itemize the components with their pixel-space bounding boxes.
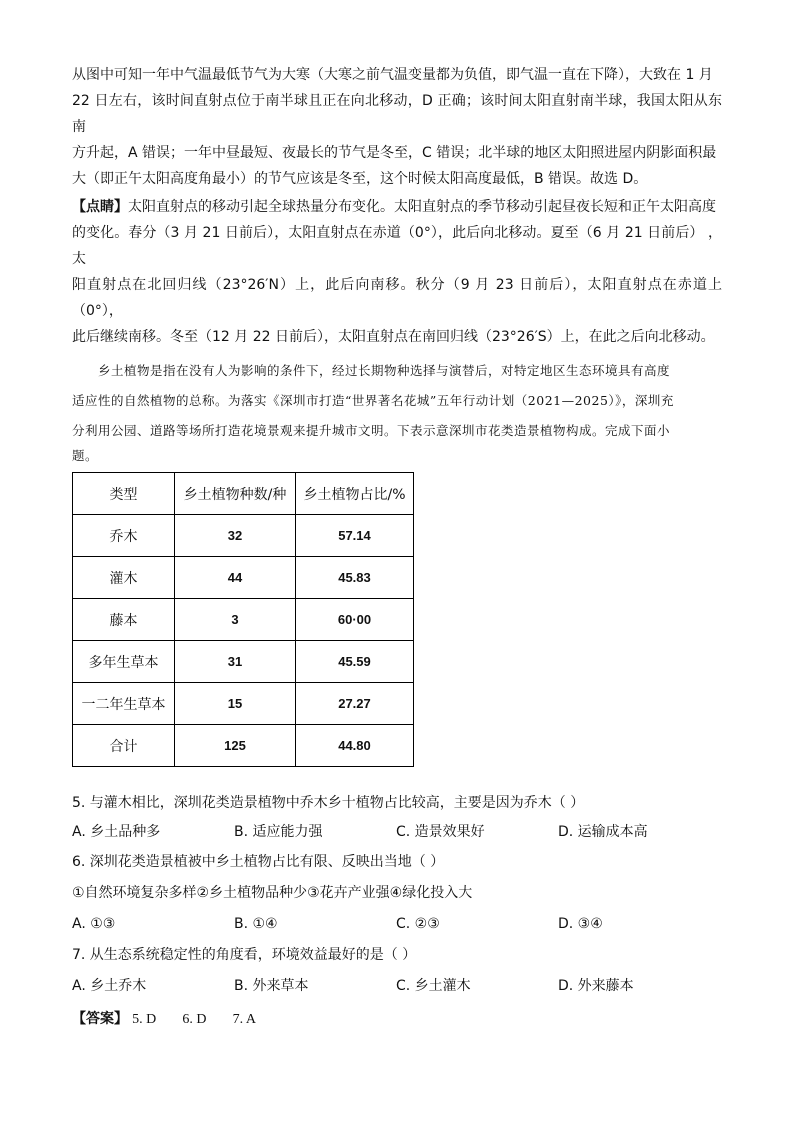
explanation-line: 大（即正午太阳高度角最小）的节气应该是冬至，这个时候太阳高度最低，B 错误。故选 D。: [72, 171, 648, 187]
dianjing-line: 阳直射点在北回归线（23°26′N）上，此后向南移。秋分（9 月 23 日前后），太阳直射点在赤道上（0°），: [72, 277, 722, 319]
option-c: C. 造景效果好: [396, 824, 485, 840]
table-cell-type: 多年生草本: [73, 641, 175, 683]
option-b: B. ①④: [234, 916, 278, 932]
answer-item: 7. A: [232, 1012, 257, 1027]
option-a: A. ①③: [72, 916, 116, 932]
dianjing-block: [72, 194, 722, 350]
option-b: B. 外来草本: [234, 978, 309, 994]
question-7: [72, 945, 722, 996]
explanation-block: [72, 62, 722, 192]
intro-line: 分利用公园、道路等场所打造花境景观来提升城市文明。下表示意深圳市花类造景植物构成。完成下面小: [72, 423, 671, 438]
table-cell-type: 乔木: [73, 515, 175, 557]
answer-line: [72, 1008, 722, 1028]
table-cell-count: 15: [175, 683, 296, 725]
option-d: D. 运输成本高: [558, 824, 648, 840]
table-row: [73, 599, 414, 641]
table-cell-count: 3: [175, 599, 296, 641]
table-cell-ratio: 44.80: [296, 725, 414, 767]
table-cell-type: 灌木: [73, 557, 175, 599]
table-row: [73, 725, 414, 767]
table-header-row: [73, 473, 414, 515]
table-cell-ratio: 60·00: [296, 599, 414, 641]
table-cell-ratio: 45.59: [296, 641, 414, 683]
table-cell-count: 44: [175, 557, 296, 599]
table-cell-count: 31: [175, 641, 296, 683]
table-cell-type: 一二年生草本: [73, 683, 175, 725]
table-cell-ratio: 57.14: [296, 515, 414, 557]
dianjing-tag: 【点睛】: [72, 199, 128, 215]
dianjing-line: 此后继续南移。冬至（12 月 22 日前后），太阳直射点在南回归线（23°26′S）上，在此之后向北移动。: [72, 329, 715, 345]
table-row: [73, 515, 414, 557]
dianjing-text: 太阳直射点的移动引起全球热量分布变化。太阳直射点的季节移动引起昼夜长短和正午太阳高度: [128, 199, 716, 215]
intro-block: [72, 356, 722, 466]
table-row: [73, 641, 414, 683]
option-row: [72, 976, 722, 996]
option-d: D. 外来藤本: [558, 978, 634, 994]
table-cell-count: 32: [175, 515, 296, 557]
answer-item: 5. D: [132, 1012, 157, 1027]
table-header: 乡土植物种数/种: [175, 473, 296, 515]
explanation-line: 方升起，A 错误；一年中昼最短、夜最长的节气是冬至，C 错误；北半球的地区太阳照进屋内阴影面积最: [72, 145, 717, 161]
question-6: [72, 852, 722, 934]
explanation-line: 22 日左右，该时间直射点位于南半球且正在向北移动，D 正确；该时间太阳直射南半球，我国太阳从东南: [72, 93, 722, 135]
dianjing-line: [72, 194, 722, 220]
intro-line: 乡土植物是指在没有人为影响的条件下，经过长期物种选择与演替后，对特定地区生态环境具有高度: [98, 363, 671, 378]
option-c: C. 乡土灌木: [396, 978, 471, 994]
question-stem: 5. 与灌木相比，深圳花类造景植物中乔木乡十植物占比较高，主要是因为乔木（ ）: [72, 795, 585, 811]
table-cell-ratio: 27.27: [296, 683, 414, 725]
option-a: A. 乡土品种多: [72, 824, 161, 840]
intro-line: 题。: [72, 448, 99, 463]
option-row: [72, 914, 722, 934]
table-cell-count: 125: [175, 725, 296, 767]
table-row: [73, 683, 414, 725]
dianjing-line: 的变化。春分（3 月 21 日前后），太阳直射点在赤道（0°），此后向北移动。夏至（6 月 21 日前后） ，太: [72, 225, 722, 267]
option-b: B. 适应能力强: [234, 824, 323, 840]
answer-item: 6. D: [182, 1012, 207, 1027]
plant-table: [72, 472, 414, 767]
table-cell-type: 藤本: [73, 599, 175, 641]
option-a: A. 乡土乔木: [72, 978, 147, 994]
table-cell-ratio: 45.83: [296, 557, 414, 599]
table-row: [73, 557, 414, 599]
table-cell-type: 合计: [73, 725, 175, 767]
option-c: C. ②③: [396, 916, 440, 932]
explanation-line: 从图中可知一年中气温最低节气为大寒（大寒之前气温变量都为负值，即气温一直在下降），大致在 1 月: [72, 67, 713, 83]
question-5: [72, 793, 722, 842]
intro-line: 适应性的自然植物的总称。为落实《深圳市打造“世界著名花城”五年行动计划（2021—2025）》，深圳充: [72, 393, 674, 408]
table-header: 乡土植物占比/%: [296, 473, 414, 515]
option-d: D. ③④: [558, 916, 603, 932]
question-stem: 7. 从生态系统稳定性的角度看，环境效益最好的是（ ）: [72, 947, 417, 963]
question-stem: 6. 深圳花类造景植被中乡土植物占比有限、反映出当地（ ）: [72, 854, 445, 870]
question-sub: ①自然环境复杂多样②乡土植物品种少③花卉产业强④绿化投入大: [72, 885, 473, 901]
table-header: 类型: [73, 473, 175, 515]
answer-tag: 【答案】: [72, 1011, 128, 1027]
document-page: [72, 62, 722, 1028]
option-row: [72, 822, 722, 842]
